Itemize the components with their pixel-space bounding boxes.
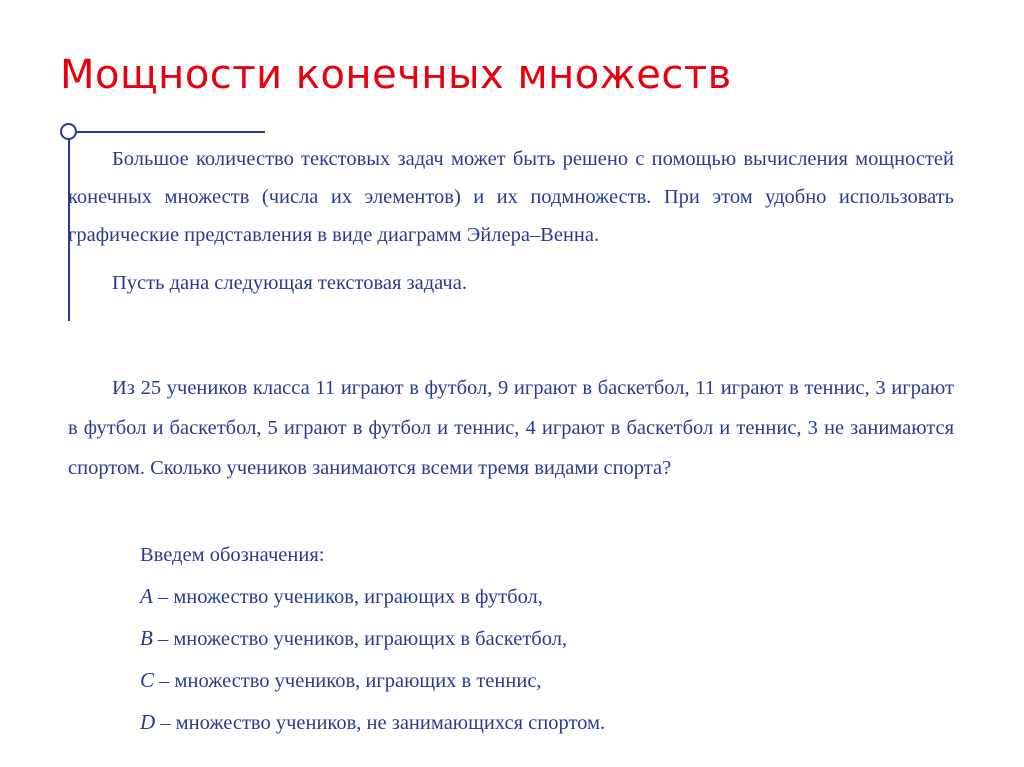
decorative-horizontal-line <box>73 131 265 133</box>
definition-b <box>140 618 940 660</box>
symbol-c: C <box>140 668 155 692</box>
definition-b-text: – множество учеников, играющих в баскетбол, <box>157 628 568 650</box>
symbol-a: A <box>140 584 153 608</box>
notation-block <box>140 535 940 744</box>
definition-a <box>140 576 940 618</box>
definition-a-text: – множество учеников, играющих в футбол, <box>157 586 543 608</box>
paragraph-problem-lead: Пусть дана следующая текстовая задача. <box>112 272 467 294</box>
definition-c-text: – множество учеников, играющих в теннис, <box>159 670 542 692</box>
page-title: Мощности конечных множеств <box>60 52 732 98</box>
problem-text-block <box>68 368 954 498</box>
notation-intro: Введем обозначения: <box>140 544 325 566</box>
definition-d <box>140 702 940 744</box>
definition-d-text: – множество учеников, не занимающихся спортом. <box>160 712 606 734</box>
paragraph-intro: Большое количество текстовых задач может быть решено с помощью вычисления мощностей конечных множеств (числа их элементов) и их подмножеств. При этом удобно использовать графические представления в виде диаграмм Эйлера–Венна. <box>68 148 954 246</box>
decorative-circle <box>60 123 77 140</box>
definition-c <box>140 660 940 702</box>
symbol-b: B <box>140 626 153 650</box>
paragraph-problem: Из 25 учеников класса 11 играют в футбол, 9 играют в баскетбол, 11 играют в теннис, 3 играют в футбол и баскетбол, 5 играют в футбол и теннис, 4 играют в баскетбол и теннис, 3 не занимаются спортом. Сколько учеников занимаются всеми тремя видами спорта? <box>68 377 954 479</box>
intro-text-block <box>68 140 954 312</box>
symbol-d: D <box>140 710 156 734</box>
